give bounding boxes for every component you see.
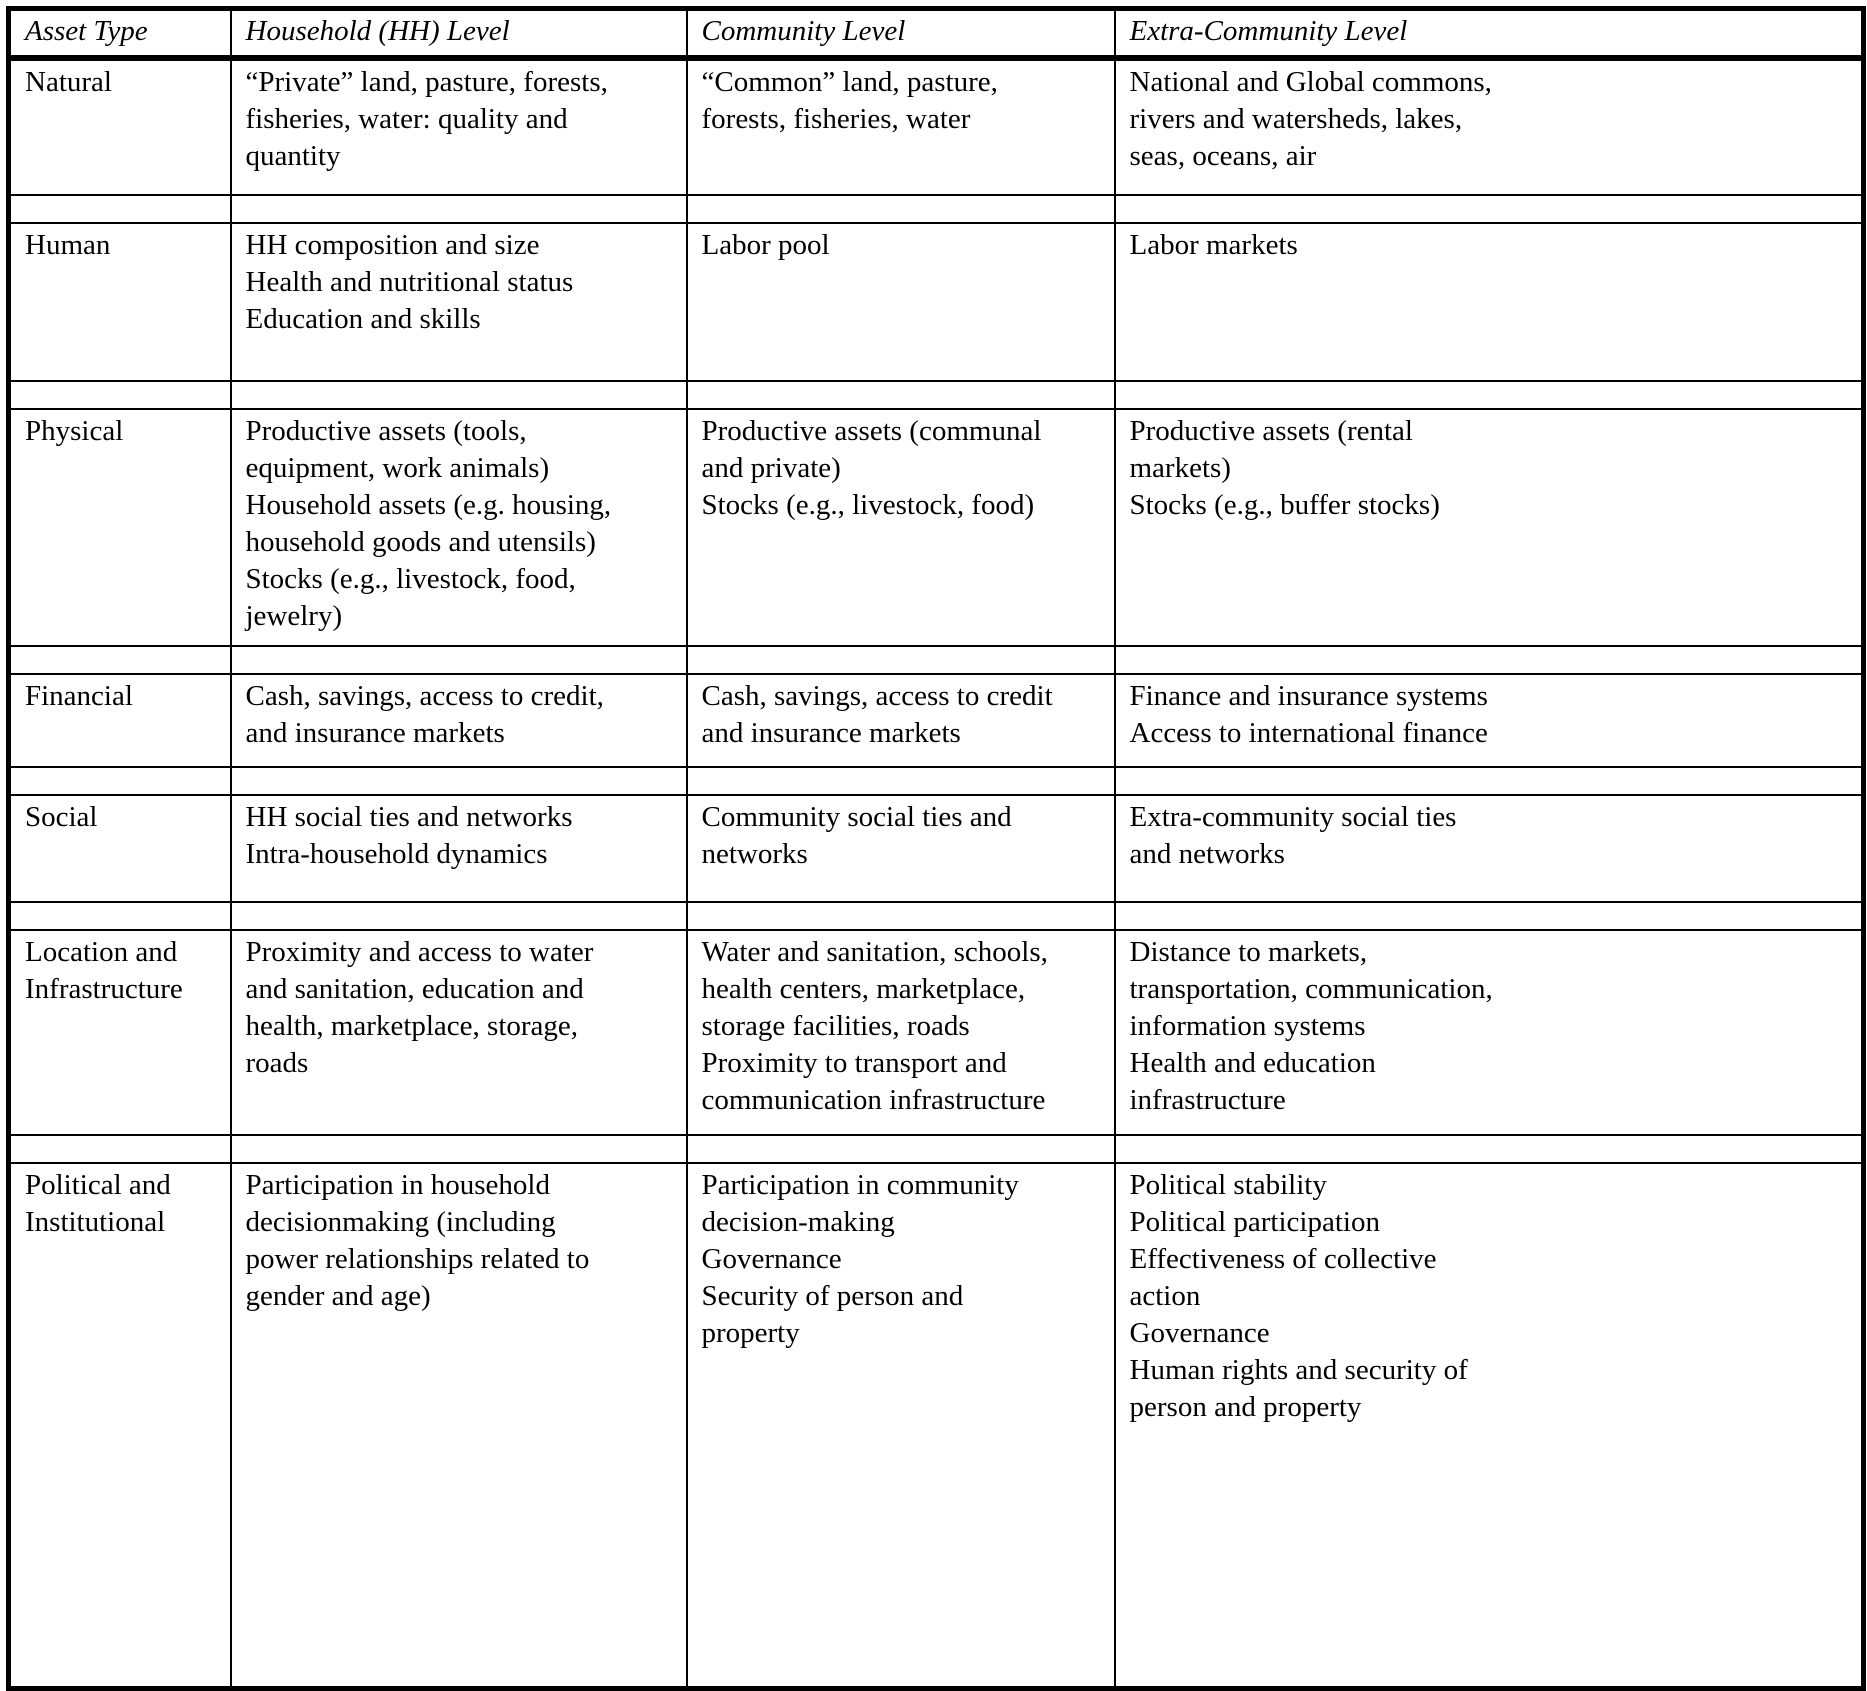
cell-social-extra-community: [1115, 795, 1864, 902]
cell-line: Stocks (e.g., livestock, food,: [245, 563, 576, 595]
cell-line: property: [701, 1317, 800, 1349]
spacer-row: [9, 195, 1864, 223]
cell-line: Political participation: [1129, 1206, 1380, 1238]
spacer-cell: [231, 195, 687, 223]
cell-natural-community: [687, 58, 1115, 195]
assets-by-level-table: [6, 6, 1866, 1691]
cell-human-asset-type: [9, 223, 231, 381]
cell-line: National and Global commons,: [1129, 66, 1492, 98]
cell-line: household goods and utensils): [245, 526, 596, 558]
cell-line: Intra-household dynamics: [245, 838, 548, 870]
cell-line: HH social ties and networks: [245, 801, 573, 833]
cell-line: Governance: [1129, 1317, 1270, 1349]
cell-financial-household: [231, 674, 687, 767]
cell-line: Health and education: [1129, 1047, 1376, 1079]
cell-line: Natural: [25, 66, 112, 98]
cell-financial-community: [687, 674, 1115, 767]
cell-line: gender and age): [245, 1280, 431, 1312]
cell-line: Political stability: [1129, 1169, 1327, 1201]
header-row: [9, 9, 1864, 59]
cell-human-community: [687, 223, 1115, 381]
cell-line: forests, fisheries, water: [701, 103, 971, 135]
spacer-cell: [9, 1135, 231, 1163]
cell-line: Location and: [25, 936, 178, 968]
table-row-financial: [9, 674, 1864, 767]
cell-line: action: [1129, 1280, 1201, 1312]
spacer-row: [9, 646, 1864, 674]
cell-line: Productive assets (rental: [1129, 415, 1413, 447]
table-row-political-institutional: [9, 1163, 1864, 1689]
cell-location-infrastructure-extra-community: [1115, 930, 1864, 1135]
cell-line: Effectiveness of collective: [1129, 1243, 1437, 1275]
cell-line: Community social ties and: [701, 801, 1012, 833]
cell-political-institutional-household: [231, 1163, 687, 1689]
cell-physical-community: [687, 409, 1115, 646]
cell-line: Labor markets: [1129, 229, 1298, 261]
cell-line: Governance: [701, 1243, 842, 1275]
spacer-row: [9, 767, 1864, 795]
cell-line: Institutional: [25, 1206, 166, 1238]
spacer-row: [9, 1135, 1864, 1163]
cell-financial-extra-community: [1115, 674, 1864, 767]
spacer-cell: [9, 767, 231, 795]
cell-line: Productive assets (tools,: [245, 415, 527, 447]
column-header-asset-type: Asset Type: [9, 9, 231, 59]
cell-line: jewelry): [245, 600, 343, 632]
cell-line: Labor pool: [701, 229, 830, 261]
cell-line: Political and: [25, 1169, 171, 1201]
spacer-row: [9, 381, 1864, 409]
spacer-cell: [9, 902, 231, 930]
cell-human-household: [231, 223, 687, 381]
cell-natural-household: [231, 58, 687, 195]
table-body: [9, 58, 1864, 1689]
cell-line: transportation, communication,: [1129, 973, 1493, 1005]
spacer-cell: [687, 381, 1115, 409]
cell-line: Productive assets (communal: [701, 415, 1042, 447]
spacer-cell: [1115, 646, 1864, 674]
spacer-cell: [1115, 767, 1864, 795]
spacer-cell: [687, 902, 1115, 930]
spacer-cell: [231, 767, 687, 795]
cell-political-institutional-asset-type: [9, 1163, 231, 1689]
cell-line: decisionmaking (including: [245, 1206, 556, 1238]
spacer-cell: [1115, 902, 1864, 930]
cell-line: Household assets (e.g. housing,: [245, 489, 612, 521]
spacer-cell: [687, 767, 1115, 795]
cell-line: Extra-community social ties: [1129, 801, 1457, 833]
cell-line: person and property: [1129, 1391, 1362, 1423]
cell-line: health, marketplace, storage,: [245, 1010, 579, 1042]
cell-line: markets): [1129, 452, 1231, 484]
table-row-location-infrastructure: [9, 930, 1864, 1135]
cell-location-infrastructure-household: [231, 930, 687, 1135]
spacer-cell: [687, 195, 1115, 223]
cell-line: Proximity to transport and: [701, 1047, 1007, 1079]
column-header-community-level: Community Level: [687, 9, 1115, 59]
cell-line: Participation in community: [701, 1169, 1019, 1201]
cell-political-institutional-extra-community: [1115, 1163, 1864, 1689]
cell-line: health centers, marketplace,: [701, 973, 1026, 1005]
table-row-social: [9, 795, 1864, 902]
cell-line: HH composition and size: [245, 229, 540, 261]
cell-line: Human rights and security of: [1129, 1354, 1468, 1386]
cell-line: networks: [701, 838, 808, 870]
cell-line: Cash, savings, access to credit: [701, 680, 1053, 712]
table-header-row: [9, 9, 1864, 59]
cell-line: fisheries, water: quality and: [245, 103, 568, 135]
column-header-household-level: Household (HH) Level: [231, 9, 687, 59]
spacer-cell: [231, 1135, 687, 1163]
column-header-extra-community-level: Extra-Community Level: [1115, 9, 1864, 59]
cell-line: Education and skills: [245, 303, 481, 335]
cell-line: “Common” land, pasture,: [701, 66, 998, 98]
cell-line: Proximity and access to water: [245, 936, 594, 968]
cell-line: Stocks (e.g., buffer stocks): [1129, 489, 1440, 521]
spacer-cell: [231, 646, 687, 674]
table-row-natural: [9, 58, 1864, 195]
cell-physical-household: [231, 409, 687, 646]
cell-natural-extra-community: [1115, 58, 1864, 195]
cell-line: power relationships related to: [245, 1243, 590, 1275]
cell-location-infrastructure-asset-type: [9, 930, 231, 1135]
cell-social-asset-type: [9, 795, 231, 902]
cell-line: and insurance markets: [701, 717, 961, 749]
cell-line: information systems: [1129, 1010, 1366, 1042]
cell-line: “Private” land, pasture, forests,: [245, 66, 608, 98]
cell-line: Infrastructure: [25, 973, 183, 1005]
cell-line: Health and nutritional status: [245, 266, 574, 298]
cell-political-institutional-community: [687, 1163, 1115, 1689]
cell-line: and networks: [1129, 838, 1285, 870]
cell-line: Access to international finance: [1129, 717, 1488, 749]
cell-line: rivers and watersheds, lakes,: [1129, 103, 1463, 135]
cell-line: and private): [701, 452, 841, 484]
spacer-cell: [9, 381, 231, 409]
cell-physical-extra-community: [1115, 409, 1864, 646]
spacer-cell: [9, 195, 231, 223]
cell-line: Financial: [25, 680, 133, 712]
spacer-cell: [687, 1135, 1115, 1163]
cell-line: Finance and insurance systems: [1129, 680, 1488, 712]
spacer-cell: [1115, 1135, 1864, 1163]
spacer-cell: [1115, 195, 1864, 223]
cell-line: communication infrastructure: [701, 1084, 1046, 1116]
cell-line: Security of person and: [701, 1280, 964, 1312]
cell-line: Water and sanitation, schools,: [701, 936, 1048, 968]
cell-line: Participation in household: [245, 1169, 550, 1201]
cell-line: Distance to markets,: [1129, 936, 1368, 968]
cell-line: equipment, work animals): [245, 452, 550, 484]
cell-line: Physical: [25, 415, 124, 447]
cell-line: storage facilities, roads: [701, 1010, 970, 1042]
cell-line: Cash, savings, access to credit,: [245, 680, 604, 712]
cell-line: infrastructure: [1129, 1084, 1286, 1116]
spacer-cell: [231, 902, 687, 930]
cell-line: roads: [245, 1047, 309, 1079]
table-row-human: [9, 223, 1864, 381]
cell-financial-asset-type: [9, 674, 231, 767]
cell-physical-asset-type: [9, 409, 231, 646]
cell-line: decision-making: [701, 1206, 895, 1238]
cell-line: Stocks (e.g., livestock, food): [701, 489, 1035, 521]
cell-line: quantity: [245, 140, 341, 172]
cell-line: and sanitation, education and: [245, 973, 584, 1005]
spacer-cell: [687, 646, 1115, 674]
cell-natural-asset-type: [9, 58, 231, 195]
cell-location-infrastructure-community: [687, 930, 1115, 1135]
spacer-cell: [9, 646, 231, 674]
cell-line: seas, oceans, air: [1129, 140, 1317, 172]
cell-line: Human: [25, 229, 111, 261]
cell-social-household: [231, 795, 687, 902]
spacer-row: [9, 902, 1864, 930]
table-row-physical: [9, 409, 1864, 646]
cell-line: and insurance markets: [245, 717, 505, 749]
cell-social-community: [687, 795, 1115, 902]
cell-line: Social: [25, 801, 98, 833]
spacer-cell: [231, 381, 687, 409]
cell-human-extra-community: [1115, 223, 1864, 381]
spacer-cell: [1115, 381, 1864, 409]
